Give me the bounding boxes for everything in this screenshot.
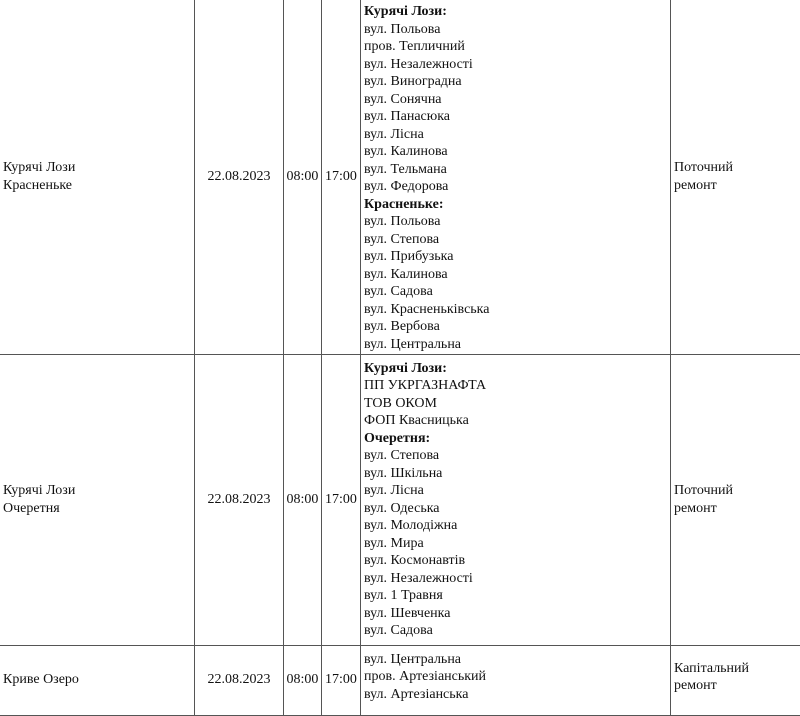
work-type-cell <box>671 645 800 715</box>
date-cell: 22.08.2023 <box>195 354 284 645</box>
street-line: вул. Одеська <box>364 500 667 518</box>
table-row <box>0 0 800 354</box>
street-line: вул. Лісна <box>364 482 667 500</box>
streets-cell <box>361 645 671 715</box>
work-type-line: Поточний <box>674 482 797 500</box>
end-time-cell: 17:00 <box>322 645 361 715</box>
table-row <box>0 645 800 715</box>
settlement-heading: Очеретня: <box>364 430 667 448</box>
locality-line: Красненьке <box>3 177 191 195</box>
street-line: вул. Шевченка <box>364 605 667 623</box>
street-line: вул. Шкільна <box>364 465 667 483</box>
street-line: вул. Молодіжна <box>364 517 667 535</box>
street-line: вул. Красненьківська <box>364 301 667 319</box>
street-line: вул. Незалежності <box>364 56 667 74</box>
locality-cell <box>0 354 195 645</box>
locality-cell <box>0 645 195 715</box>
street-line: вул. Садова <box>364 283 667 301</box>
street-line: вул. Садова <box>364 622 667 640</box>
date-cell: 22.08.2023 <box>195 0 284 354</box>
end-time-cell: 17:00 <box>322 0 361 354</box>
street-line: вул. Сонячна <box>364 91 667 109</box>
work-type-line: Поточний <box>674 159 797 177</box>
work-type-line: ремонт <box>674 177 797 195</box>
street-line: вул. 1 Травня <box>364 587 667 605</box>
street-line: вул. Федорова <box>364 178 667 196</box>
street-line: вул. Центральна <box>364 651 667 669</box>
settlement-heading: Курячі Лози: <box>364 360 667 378</box>
start-time-cell: 08:00 <box>284 645 322 715</box>
street-line: вул. Космонавтів <box>364 552 667 570</box>
street-line: вул. Прибузька <box>364 248 667 266</box>
street-line: вул. Степова <box>364 231 667 249</box>
locality-cell <box>0 0 195 354</box>
locality-line: Курячі Лози <box>3 482 191 500</box>
street-line: ТОВ ОКОМ <box>364 395 667 413</box>
start-time-cell: 08:00 <box>284 0 322 354</box>
street-line: вул. Степова <box>364 447 667 465</box>
street-line: вул. Калинова <box>364 266 667 284</box>
work-type-line: ремонт <box>674 677 797 695</box>
street-line: вул. Панасюка <box>364 108 667 126</box>
street-line: вул. Незалежності <box>364 570 667 588</box>
work-type-cell <box>671 0 800 354</box>
locality-line: Очеретня <box>3 500 191 518</box>
street-line: вул. Польова <box>364 213 667 231</box>
settlement-heading: Курячі Лози: <box>364 3 667 21</box>
street-line: вул. Калинова <box>364 143 667 161</box>
locality-line: Криве Озеро <box>3 671 191 689</box>
street-line: вул. Виноградна <box>364 73 667 91</box>
table-row <box>0 354 800 645</box>
start-time-cell: 08:00 <box>284 354 322 645</box>
settlement-heading: Красненьке: <box>364 196 667 214</box>
streets-cell <box>361 0 671 354</box>
street-line: ПП УКРГАЗНАФТА <box>364 377 667 395</box>
street-line: вул. Лісна <box>364 126 667 144</box>
street-line: вул. Польова <box>364 21 667 39</box>
locality-line: Курячі Лози <box>3 159 191 177</box>
street-line: ФОП Квасницька <box>364 412 667 430</box>
street-line: вул. Центральна <box>364 336 667 354</box>
street-line: пров. Артезіанський <box>364 668 667 686</box>
street-line: вул. Артезіанська <box>364 686 667 704</box>
work-type-line: ремонт <box>674 500 797 518</box>
end-time-cell: 17:00 <box>322 354 361 645</box>
street-line: пров. Тепличний <box>364 38 667 56</box>
work-type-cell <box>671 354 800 645</box>
date-cell: 22.08.2023 <box>195 645 284 715</box>
street-line: вул. Тельмана <box>364 161 667 179</box>
work-type-line: Капітальний <box>674 660 797 678</box>
streets-cell <box>361 354 671 645</box>
street-line: вул. Вербова <box>364 318 667 336</box>
street-line: вул. Мира <box>364 535 667 553</box>
